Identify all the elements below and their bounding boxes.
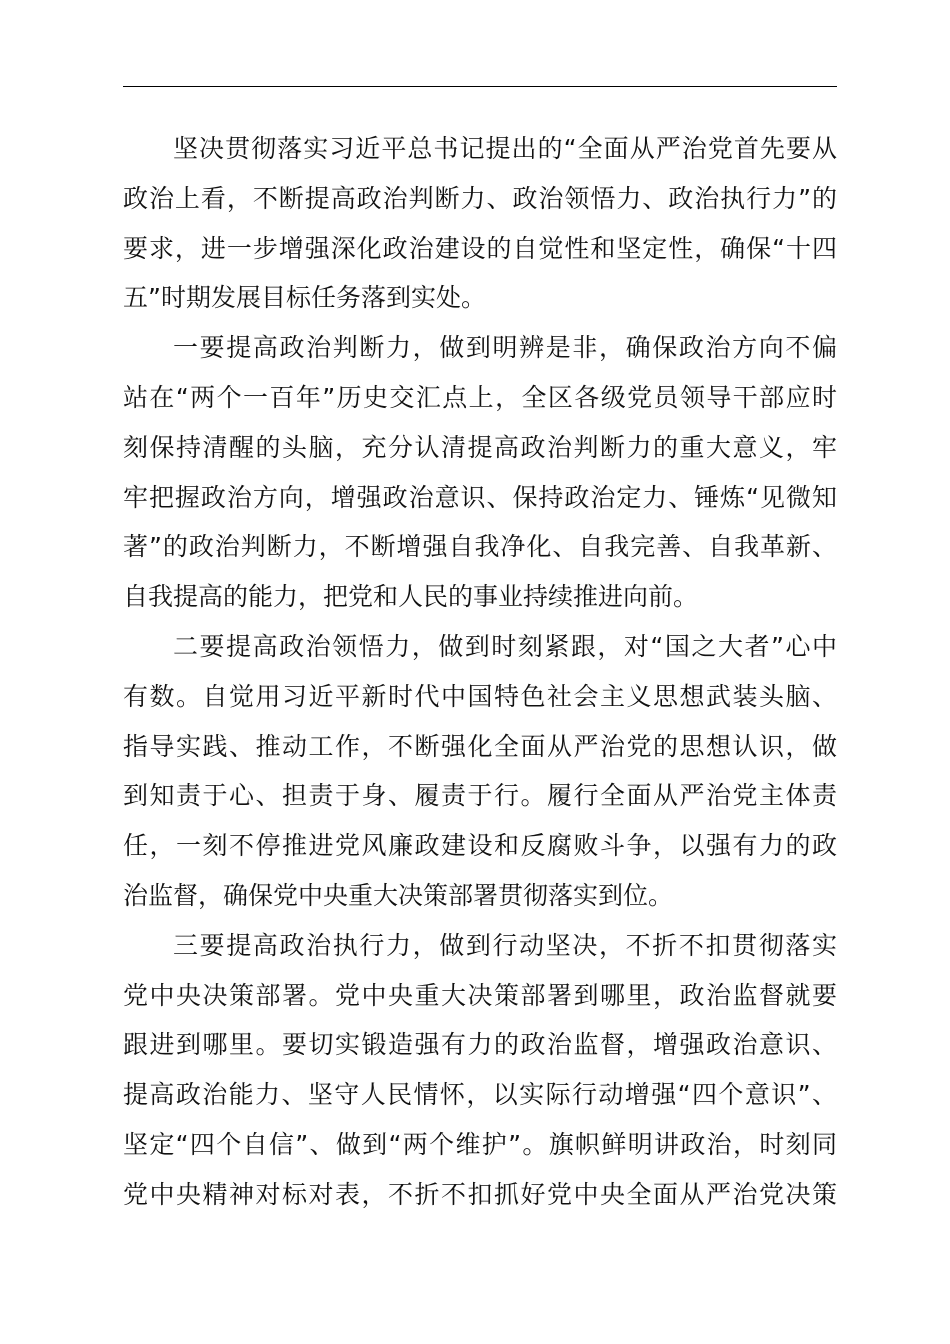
text-line: 要求，进一步增强深化政治建设的自觉性和坚定性，确保“十四	[123, 233, 837, 263]
document-body	[123, 124, 837, 1220]
text-line: 自我提高的能力，把党和人民的事业持续推进向前。	[123, 582, 699, 612]
text-line: 到知责于心、担责于身、履责于行。履行全面从严治党主体责	[123, 781, 837, 811]
text-line: 党中央决策部署。党中央重大决策部署到哪里，政治监督就要	[123, 980, 837, 1010]
text-line: 五”时期发展目标任务落到实处。	[123, 283, 486, 313]
text-line: 一要提高政治判断力，做到明辨是非，确保政治方向不偏	[173, 333, 837, 363]
paragraph-3	[123, 622, 837, 921]
text-line: 党中央精神对标对表，不折不扣抓好党中央全面从严治党决策	[123, 1179, 837, 1209]
paragraph-4	[123, 921, 837, 1220]
text-line: 治监督，确保党中央重大决策部署贯彻落实到位。	[123, 880, 674, 910]
header-rule	[123, 86, 837, 87]
text-line: 站在“两个一百年”历史交汇点上，全区各级党员领导干部应时	[123, 382, 837, 412]
text-line: 任，一刻不停推进党风廉政建设和反腐败斗争，以强有力的政	[123, 831, 837, 861]
text-line: 提高政治能力、坚守人民情怀，以实际行动增强“四个意识”、	[123, 1080, 837, 1110]
paragraph-1	[123, 124, 837, 323]
text-line: 刻保持清醒的头脑，充分认清提高政治判断力的重大意义，牢	[123, 432, 837, 462]
paragraph-2	[123, 323, 837, 622]
text-line: 三要提高政治执行力，做到行动坚决，不折不扣贯彻落实	[173, 930, 837, 960]
text-line: 跟进到哪里。要切实锻造强有力的政治监督，增强政治意识、	[123, 1030, 837, 1060]
text-line: 二要提高政治领悟力，做到时刻紧跟，对“国之大者”心中	[173, 631, 837, 661]
text-line: 政治上看，不断提高政治判断力、政治领悟力、政治执行力”的	[123, 183, 837, 213]
text-line: 著”的政治判断力，不断增强自我净化、自我完善、自我革新、	[123, 532, 837, 562]
text-line: 坚定“四个自信”、做到“两个维护”。旗帜鲜明讲政治，时刻同	[123, 1129, 837, 1159]
text-line: 有数。自觉用习近平新时代中国特色社会主义思想武装头脑、	[123, 681, 837, 711]
text-line: 牢把握政治方向，增强政治意识、保持政治定力、锤炼“见微知	[123, 482, 837, 512]
text-line: 坚决贯彻落实习近平总书记提出的“全面从严治党首先要从	[173, 134, 837, 163]
text-line: 指导实践、推动工作，不断强化全面从严治党的思想认识，做	[123, 731, 837, 761]
